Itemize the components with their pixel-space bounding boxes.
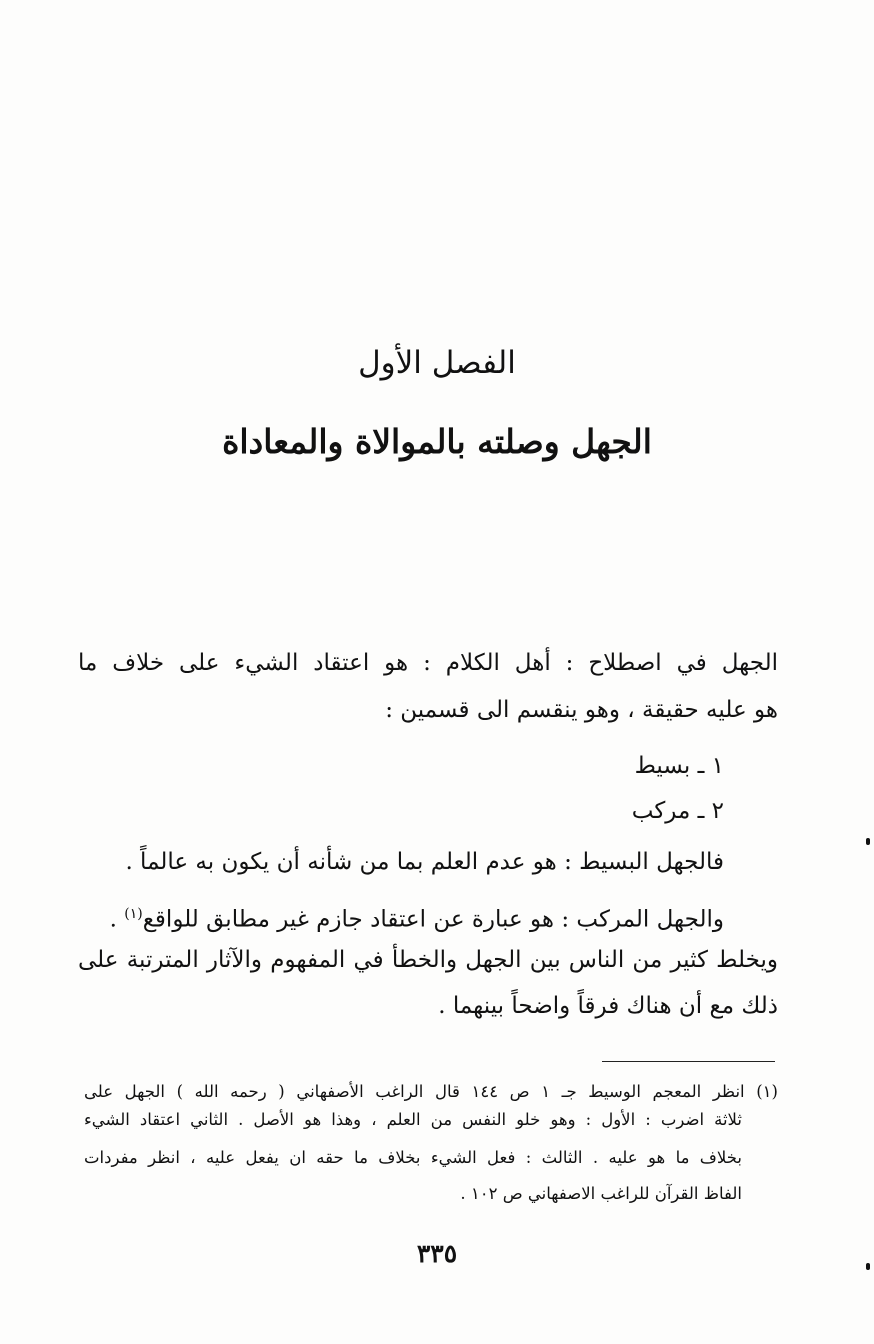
body-line-1: الجهل في اصطلاح : أهل الكلام : هو اعتقاد الشيء على خلاف ما: [78, 650, 778, 676]
footnote-line-1: (١) انظر المعجم الوسيط جـ ١ ص ١٤٤ قال الراغب الأصفهاني ( رحمه الله ) الجهل على: [84, 1082, 778, 1101]
footnote-line-2: ثلاثة اضرب : الأول : وهو خلو النفس من العلم ، وهذا هو الأصل . الثاني اعتقاد الشيء: [84, 1110, 742, 1129]
scan-speck: [866, 1263, 870, 1270]
footnote-reference: (١): [124, 906, 143, 922]
body-line-5: ويخلط كثير من الناس بين الجهل والخطأ في المفهوم والآثار المترتبة على: [78, 947, 778, 973]
chapter-title: الفصل الأول: [358, 345, 516, 381]
list-item-compound: ٢ ـ مركب: [631, 798, 724, 824]
scan-speck: [866, 838, 870, 845]
body-line-6: ذلك مع أن هناك فرقاً واضحاً بينهما .: [438, 993, 778, 1019]
compound-definition-end: .: [109, 906, 125, 933]
list-item-simple: ١ ـ بسيط: [634, 753, 724, 779]
chapter-subtitle: الجهل وصلته بالموالاة والمعاداة: [222, 422, 652, 461]
footnote-line-3: بخلاف ما هو عليه . الثالث : فعل الشيء بخلاف ما حقه ان يفعل عليه ، انظر مفردات: [84, 1148, 742, 1167]
compound-definition-text: والجهل المركب : هو عبارة عن اعتقاد جازم غير مطابق للواقع: [142, 906, 724, 933]
body-line-compound-definition: [110, 894, 724, 940]
body-line-simple-definition: فالجهل البسيط : هو عدم العلم بما من شأنه أن يكون به عالماً .: [125, 849, 724, 875]
footnote-line-4: الفاظ القرآن للراغب الاصفهاني ص ١٠٢ .: [460, 1184, 742, 1203]
page-number: ٣٣٥: [416, 1239, 458, 1268]
body-line-2: هو عليه حقيقة ، وهو ينقسم الى قسمين :: [385, 697, 778, 723]
footnote-separator: [602, 1061, 775, 1062]
